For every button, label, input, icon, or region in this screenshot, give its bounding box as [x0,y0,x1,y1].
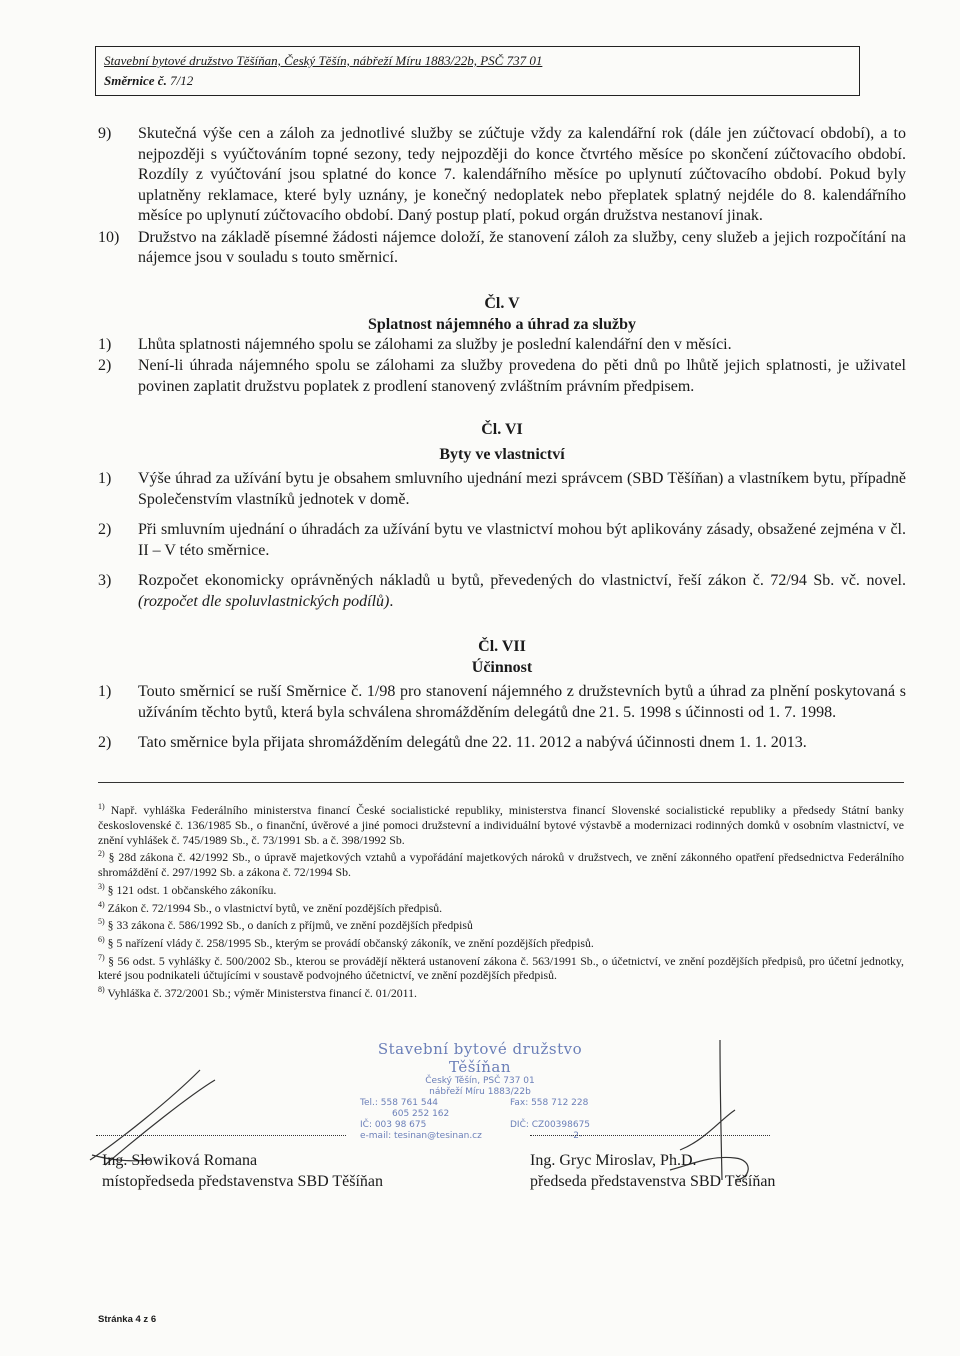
footnote: $^{4)}$ Zákon č. 72/1994 Sb., o vlastnictví bytů, ve znění pozdějších předpisů. [98,899,443,915]
document-header [95,46,860,96]
article-7-number: Čl. VII [478,638,526,655]
footnote: $^{2)}$ § 28d zákona č. 42/1992 Sb., o úpravě majetkových vztahů a vypořádání majetkových nároků v družstvech, ve znění zákonného opatření předsednictva Federálního shromáždění č. 297/1992 Sb. a zákona č. 72/1994 Sb. [98,849,904,880]
page-number: Stránka 4 z 6 [98,1314,157,1325]
signatory-name: Ing. Gryc Miroslav, Ph.D. [530,1152,697,1169]
article-6-item: 2) Při smluvním ujednání o úhradách za užívání bytu ve vlastnictví mohou být aplikovány zásady, obsažené zejména v čl. II – V této směrnice. [98,521,906,559]
header-organization: Stavební bytové družstvo Těšíňan, Český Těšín, nábřeží Míru 1883/22b, PSČ 737 01 [104,53,543,68]
article-6-title: Byty ve vlastnictví [439,446,565,463]
footnote-separator [98,782,904,783]
section-item-10: 10) Družstvo na základě písemné žádosti nájemce doloží, že stanovení záloh za služby, ceny služeb a jejich rozpočítání na nájemce jsou v souladu s touto směrnicí. [98,228,906,266]
signatory-name: Ing. Slowiková Romana [102,1152,258,1169]
footnote: $^{8)}$ Vyhláška č. 372/2001 Sb.; výměr Ministerstva financí č. 01/2011. [98,985,417,1001]
footnote: $^{5)}$ § 33 zákona č. 586/1992 Sb., o daních z příjmů, ve znění pozdějších předpisů [98,917,473,933]
article-6-number: Čl. VI [481,421,523,438]
footnote: $^{7)}$ § 56 odst. 5 vyhlášky č. 500/2002 Sb., kterou se provádějí některá ustanovení zákona č. 563/1991 Sb., o účetnictví, ve znění pozdějších předpisů, pro účetní jednotky, které jsou podnikateli účtujícími v soustavě podvojného účetnictví, ve znění pozdějších předpisů. [98,952,904,983]
company-stamp: Stavební bytové družstvo Těšíňan Český Těšín, PSČ 737 01 nábřeží Míru 1883/22b Tel.: 558 761 544 Fax: 558 712 228 605 252 162 IČ: 003 98 675 DIČ: CZ00398675 e-mail: tesinan@tesinan.cz -2- [360,1040,591,1141]
article-5-item: 2) Není-li úhrada nájemného spolu se zálohami za služby provedena do pěti dnů po lhůtě jejich splatnosti, je uživatel povinen zaplatit družstvu poplatek z prodlení stanovený zvláštním právním předpisem. [98,357,906,395]
article-6-item: 1) Výše úhrad za užívání bytu je obsahem smluvního ujednání mezi správcem (SBD Těšíňan) a vlastníkem bytu, případně Společenstvím vlastníků jednotek v domě. [98,470,906,508]
article-7-item: 2) Tato směrnice byla přijata shromážděním delegátů dne 22. 11. 2012 a nabývá účinnosti dnem 1. 1. 2013. [98,734,807,751]
article-6-item: 3) Rozpočet ekonomicky oprávněných nákladů u bytů, převedených do vlastnictví, řeší zákon č. 72/94 Sb. vč. novel. (rozpočet dle spoluvlastnických podílů). [98,572,906,610]
article-5-title: Splatnost nájemného a úhrad za služby [367,315,637,333]
section-item-9: 9) Skutečná výše cen a záloh za jednotlivé služby se zúčtuje vždy za kalendářní rok (dále jen zúčtovací období), a to nejpozději s vyúčtováním topné sezony, tedy nejpozději do konce čtvrtého měsíce po skončení zúčtovacího období. Rozdíly z vyúčtování jsou splatné do konce 7. kalendářního měsíce po uplynutí zúčtovacího období. Pokud byly uplatněny reklamace, které byly uznány, je konečný nedoplatek nebo přeplatek splatný nejdéle do 8. kalendářního měsíce po uplynutí zúčtovacího období. Daný postup platí, pokud orgán družstva nestanoví jinak. [98,125,906,224]
article-5-item: 1) Lhůta splatnosti nájemného spolu se zálohami za služby je poslední kalendářní den v měsíci. [98,335,732,353]
article-5-number: Čl. V [484,294,520,312]
footnotes [98,800,904,1001]
main-content [98,124,906,755]
footnote: $^{6)}$ § 5 nařízení vlády č. 258/1995 Sb., kterým se provádí občanský zákoník, ve znění pozdějších předpisů. [98,934,594,950]
signature-block-right [530,1150,775,1192]
signatory-role: předseda představenstva SBD Těšíňan [530,1173,776,1190]
signature-block-left [102,1150,383,1192]
footnote: $^{1)}$ Např. vyhláška Federálního ministerstva financí České socialistické republiky, ministerstva financí Slovenské socialistické republiky a předsedy Státní banky československé č. 136/1985 Sb., o finanční, úvěrové a jiné pomoci družstevní a individuální bytové výstavbě a modernizaci rodinných domků v osobním vlastnictví, ve znění vyhlášek č. 745/1989 Sb., č. 73/1991 Sb. a č. 398/1992 Sb. [98,802,904,847]
signature-line-left [96,1135,346,1136]
article-7-item: 1) Touto směrnicí se ruší Směrnice č. 1/98 pro stanovení nájemného z družstevních bytů a úhrad za plnění poskytovaná s užíváním těchto bytů, která byla schválena shromážděním delegátů dne 21. 5. 1998 s účinnosti od 1. 7. 1998. [98,683,906,721]
header-directive: Směrnice č. 7/12 [104,73,194,88]
signatory-role: místopředseda představenstva SBD Těšíňan [102,1173,383,1190]
article-7-title: Účinnost [471,659,533,676]
footnote: $^{3)}$ § 121 odst. 1 občanského zákoníku. [98,881,277,897]
signature-line-right [530,1135,770,1136]
